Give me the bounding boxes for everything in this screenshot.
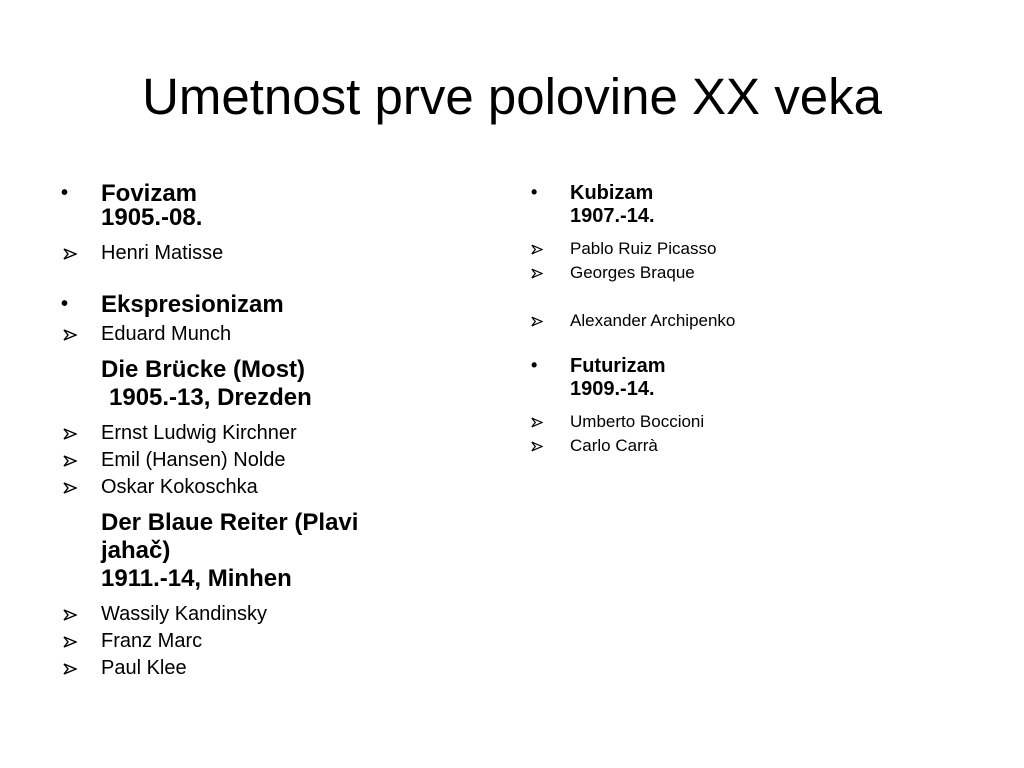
- arrowhead-bullet-icon: [531, 268, 543, 279]
- arrowhead-bullet-icon: [63, 636, 77, 648]
- round-bullet-icon: •: [61, 182, 69, 204]
- artist-name: Eduard Munch: [101, 323, 232, 345]
- blaue-reiter-line3: 1911.-14, Minhen: [101, 565, 292, 592]
- fovizam-years: 1905.-08.: [101, 204, 203, 231]
- arrowhead-bullet-icon: [531, 244, 543, 255]
- list-item-artist: [528, 261, 908, 285]
- list-item-artist: [528, 410, 908, 434]
- list-item-artist: [528, 237, 908, 261]
- list-item-artist: [58, 655, 438, 682]
- bruecke-line2: 1905.-13, Drezden: [109, 384, 312, 411]
- list-item-artist: [528, 434, 908, 458]
- arrowhead-bullet-icon: [63, 482, 77, 494]
- list-item-artist: [58, 447, 438, 474]
- arrowhead-bullet-icon: [531, 441, 543, 452]
- round-bullet-icon: •: [61, 293, 69, 315]
- futurizam-heading: [528, 353, 908, 402]
- artist-name: Alexander Archipenko: [570, 311, 736, 330]
- left-column: [58, 180, 438, 682]
- bruecke-group-heading: [58, 356, 438, 412]
- artist-name: Franz Marc: [101, 630, 203, 652]
- artist-name: Paul Klee: [101, 657, 187, 679]
- right-column: [528, 180, 908, 458]
- kubizam-name: Kubizam: [570, 182, 654, 204]
- blaue-reiter-line2: jahač): [101, 537, 171, 564]
- artist-name: Oskar Kokoschka: [101, 476, 258, 498]
- fovizam-heading: [58, 180, 438, 232]
- arrowhead-bullet-icon: [531, 417, 543, 428]
- artist-name: Georges Braque: [570, 263, 695, 282]
- arrowhead-bullet-icon: [63, 663, 77, 675]
- arrowhead-bullet-icon: [531, 316, 543, 327]
- kubizam-heading: [528, 180, 908, 229]
- artist-name: Carlo Carrà: [570, 436, 658, 455]
- artist-name: Wassily Kandinsky: [101, 603, 267, 625]
- list-item-artist: [58, 420, 438, 447]
- arrowhead-bullet-icon: [63, 329, 77, 341]
- bruecke-line1: Die Brücke (Most): [101, 356, 306, 383]
- round-bullet-icon: •: [531, 355, 538, 375]
- fovizam-name: Fovizam: [101, 180, 198, 207]
- list-item-artist: [58, 474, 438, 501]
- round-bullet-icon: •: [531, 182, 538, 202]
- ekspresionizam-heading: [58, 291, 438, 319]
- blaue-reiter-group-heading: [58, 509, 438, 593]
- slide-title: Umetnost prve polovine XX veka: [142, 68, 882, 125]
- list-item-artist: [58, 628, 438, 655]
- list-item-artist: [528, 309, 908, 333]
- artist-name: Ernst Ludwig Kirchner: [101, 422, 297, 444]
- list-item-artist: [58, 601, 438, 628]
- futurizam-name: Futurizam: [570, 355, 666, 377]
- list-item-artist: [58, 240, 438, 267]
- artist-name: Emil (Hansen) Nolde: [101, 449, 286, 471]
- arrowhead-bullet-icon: [63, 248, 77, 260]
- arrowhead-bullet-icon: [63, 455, 77, 467]
- artist-name: Pablo Ruiz Picasso: [570, 239, 717, 258]
- arrowhead-bullet-icon: [63, 428, 77, 440]
- artist-name: Henri Matisse: [101, 242, 224, 264]
- kubizam-years: 1907.-14.: [570, 205, 655, 227]
- list-item-artist: [58, 321, 438, 348]
- futurizam-years: 1909.-14.: [570, 378, 655, 400]
- arrowhead-bullet-icon: [63, 609, 77, 621]
- artist-name: Umberto Boccioni: [570, 412, 705, 431]
- blaue-reiter-line1: Der Blaue Reiter (Plavi: [101, 509, 359, 536]
- ekspresionizam-name: Ekspresionizam: [101, 291, 284, 318]
